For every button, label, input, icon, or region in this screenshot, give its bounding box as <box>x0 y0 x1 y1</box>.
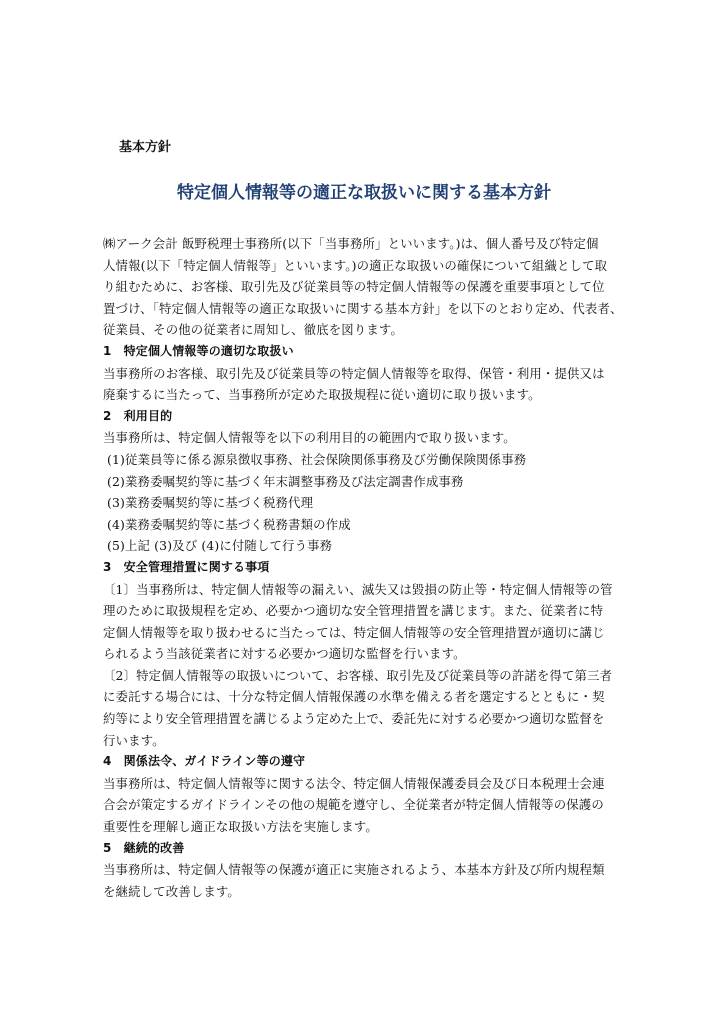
body-line: 行います。 <box>103 732 165 748</box>
list-item: (3)業務委嘱契約等に基づく税務代理 <box>107 495 314 511</box>
body-line: 〔1〕当事務所は、特定個人情報等の漏えい、滅失又は毀損の防止等・特定個人情報等の管 <box>103 581 613 597</box>
list-item: (2)業務委嘱契約等に基づく年末調整事務及び法定調書作成事務 <box>107 473 464 489</box>
body-line: り組むために、お客様、取引先及び従業員等の特定個人情報等の保護を重要事項として位 <box>103 279 605 295</box>
body-line: 合会が策定するガイドラインその他の規範を遵守し、全従業者が特定個人情報等の保護の <box>103 797 604 813</box>
list-item: (1)従業員等に係る源泉徴収事務、社会保険関係事務及び労働保険関係事務 <box>107 451 527 467</box>
body-line: 当事務所のお客様、取引先及び従業員等の特定個人情報等を取得、保管・利用・提供又は <box>103 365 605 381</box>
body-line: 人情報(以下「特定個人情報等」といいます。)の適正な取扱いの確保について組織として取 <box>103 257 608 273</box>
section-heading: 5 継続的改善 <box>103 840 185 855</box>
body-line: 約等により安全管理措置を講じるよう定めた上で、委託先に対する必要かつ適切な監督を <box>103 711 605 727</box>
section-heading: 1 特定個人情報等の適切な取扱い <box>103 343 294 358</box>
body-line: 当事務所は、特定個人情報等を以下の利用目的の範囲内で取り扱います。 <box>103 430 516 446</box>
body-line: に委託する場合には、十分な特定個人情報保護の水準を備える者を選定するとともに・契 <box>103 689 605 705</box>
list-item: (5)上記 (3)及び (4)に付随して行う事務 <box>107 538 333 554</box>
body-line: 定個人情報等を取り扱わせるに当たっては、特定個人情報等の安全管理措置が適切に講じ <box>103 624 605 640</box>
body-line: られるよう当該従業者に対する必要かつ適切な監督を行います。 <box>103 646 466 662</box>
body-line: ㈱アーク会計 飯野税理士事務所(以下「当事務所」といいます。)は、個人番号及び特定個 <box>103 236 599 251</box>
document-title: 特定個人情報等の適正な取扱いに関する基本方針 <box>177 183 551 203</box>
body-line: 重要性を理解し適正な取扱い方法を実施します。 <box>103 819 378 835</box>
heading-label: 基本方針 <box>119 140 172 155</box>
body-line: を継続して改善します。 <box>103 883 240 899</box>
section-heading: 3 安全管理措置に関する事項 <box>103 559 270 574</box>
body-line: 当事務所は、特定個人情報等に関する法令、特定個人情報保護委員会及び日本税理士会連 <box>103 775 605 791</box>
body-line: 〔2〕特定個人情報等の取扱いについて、お客様、取引先及び従業員等の許諾を得て第三者 <box>103 667 613 683</box>
body-line: 従業員、その他の従業者に周知し、徹底を図ります。 <box>103 322 403 338</box>
document-body <box>103 233 623 902</box>
body-line: 理のために取扱規程を定め、必要かつ適切な安全管理措置を講じます。また、従業者に特 <box>103 603 604 619</box>
section-heading: 2 利用目的 <box>103 408 173 423</box>
section-heading: 4 関係法令、ガイドライン等の遵守 <box>103 754 306 769</box>
body-line: 廃棄するに当たって、当事務所が定めた取扱規程に従い適切に取り扱います。 <box>103 387 541 403</box>
body-line: 置づけ、「特定個人情報等の適正な取扱いに関する基本方針」を以下のとおり定め、代表者、 <box>103 300 623 316</box>
body-line: 当事務所は、特定個人情報等の保護が適正に実施されるよう、本基本方針及び所内規程類 <box>103 862 605 878</box>
list-item: (4)業務委嘱契約等に基づく税務書類の作成 <box>107 516 351 532</box>
